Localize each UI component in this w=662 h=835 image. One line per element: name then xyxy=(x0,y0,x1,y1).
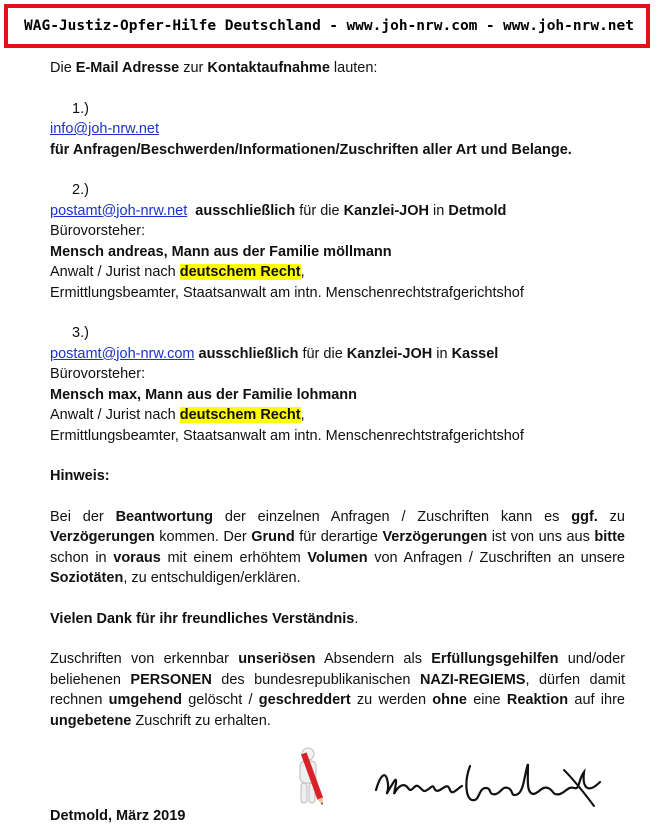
office-head-label: Bürovorsteher: xyxy=(50,366,146,382)
header-banner xyxy=(4,4,650,48)
signature xyxy=(368,748,608,818)
header-website-net[interactable]: www.joh-nrw.net xyxy=(503,18,634,34)
contact-number: 2.) xyxy=(72,182,89,198)
email-link-info[interactable]: info@joh-nrw.net xyxy=(50,121,160,137)
document-body xyxy=(50,58,625,731)
notice-heading: Hinweis: xyxy=(50,468,110,484)
warning-paragraph: Zuschriften von erkennbar unseriösen Absendern als Erfüllungsgehilfen und/oder beliehenen PERSONEN des bundesrepublikanischen NAZI-REGIEMS, dürfen damit rechnen umgehend gelöscht / geschreddert zu werden ohne eine Reaktion auf ihre ungebetene Zuschrift zu erhalten. xyxy=(50,651,625,729)
thanks-line: Vielen Dank für ihr freundliches Verständnis. xyxy=(50,610,359,627)
figure-with-pencil-icon xyxy=(290,746,326,810)
office-head-role: Anwalt / Jurist nach deutschem Recht, xyxy=(50,407,305,423)
header-separator: - xyxy=(485,18,495,34)
highlight: deutschem Recht xyxy=(179,407,301,423)
contact-number: 3.) xyxy=(72,325,89,341)
header-title: WAG-Justiz-Opfer-Hilfe Deutschland xyxy=(24,18,321,34)
contact-description: für Anfragen/Beschwerden/Informationen/Zuschriften aller Art und Belange. xyxy=(50,141,572,158)
office-head-person: Mensch max, Mann aus der Familie lohmann xyxy=(50,386,357,403)
office-head-role2: Ermittlungsbeamter, Staatsanwalt am intn. Menschenrechtstrafgerichtshof xyxy=(50,284,524,301)
contact-number: 1.) xyxy=(72,100,89,117)
contact-line: postamt@joh-nrw.net ausschließlich für die Kanzlei-JOH in Detmold xyxy=(50,202,507,219)
notice-paragraph: Bei der Beantwortung der einzelnen Anfragen / Zuschriften kann es ggf. zu Verzögerungen kommen. Der Grund für derartige Verzögerungen ist von uns aus bitte schon in voraus mit einem erhöhtem Volumen von Anfragen / Zuschriften an unsere Soziotäten, zu entschuldigen/erklären. xyxy=(50,508,625,586)
email-link-postamt-com[interactable]: postamt@joh-nrw.com xyxy=(50,345,195,362)
signature-area xyxy=(288,746,608,826)
highlight: deutschem Recht xyxy=(179,264,301,280)
email-link-postamt-net[interactable]: postamt@joh-nrw.net xyxy=(50,202,188,219)
contact-line: postamt@joh-nrw.com ausschließlich für die Kanzlei-JOH in Kassel xyxy=(50,345,499,362)
header-separator: - xyxy=(329,18,338,34)
header-website-com[interactable]: www.joh-nrw.com xyxy=(346,18,478,34)
office-head-person: Mensch andreas, Mann aus der Familie möllmann xyxy=(50,243,392,260)
office-head-role: Anwalt / Jurist nach deutschem Recht, xyxy=(50,264,305,280)
intro-line: Die E-Mail Adresse zur Kontaktaufnahme lauten: xyxy=(50,60,378,76)
office-head-label: Bürovorsteher: xyxy=(50,223,146,239)
office-head-role2: Ermittlungsbeamter, Staatsanwalt am intn. Menschenrechtstrafgerichtshof xyxy=(50,427,524,444)
place-date: Detmold, März 2019 xyxy=(50,808,186,824)
